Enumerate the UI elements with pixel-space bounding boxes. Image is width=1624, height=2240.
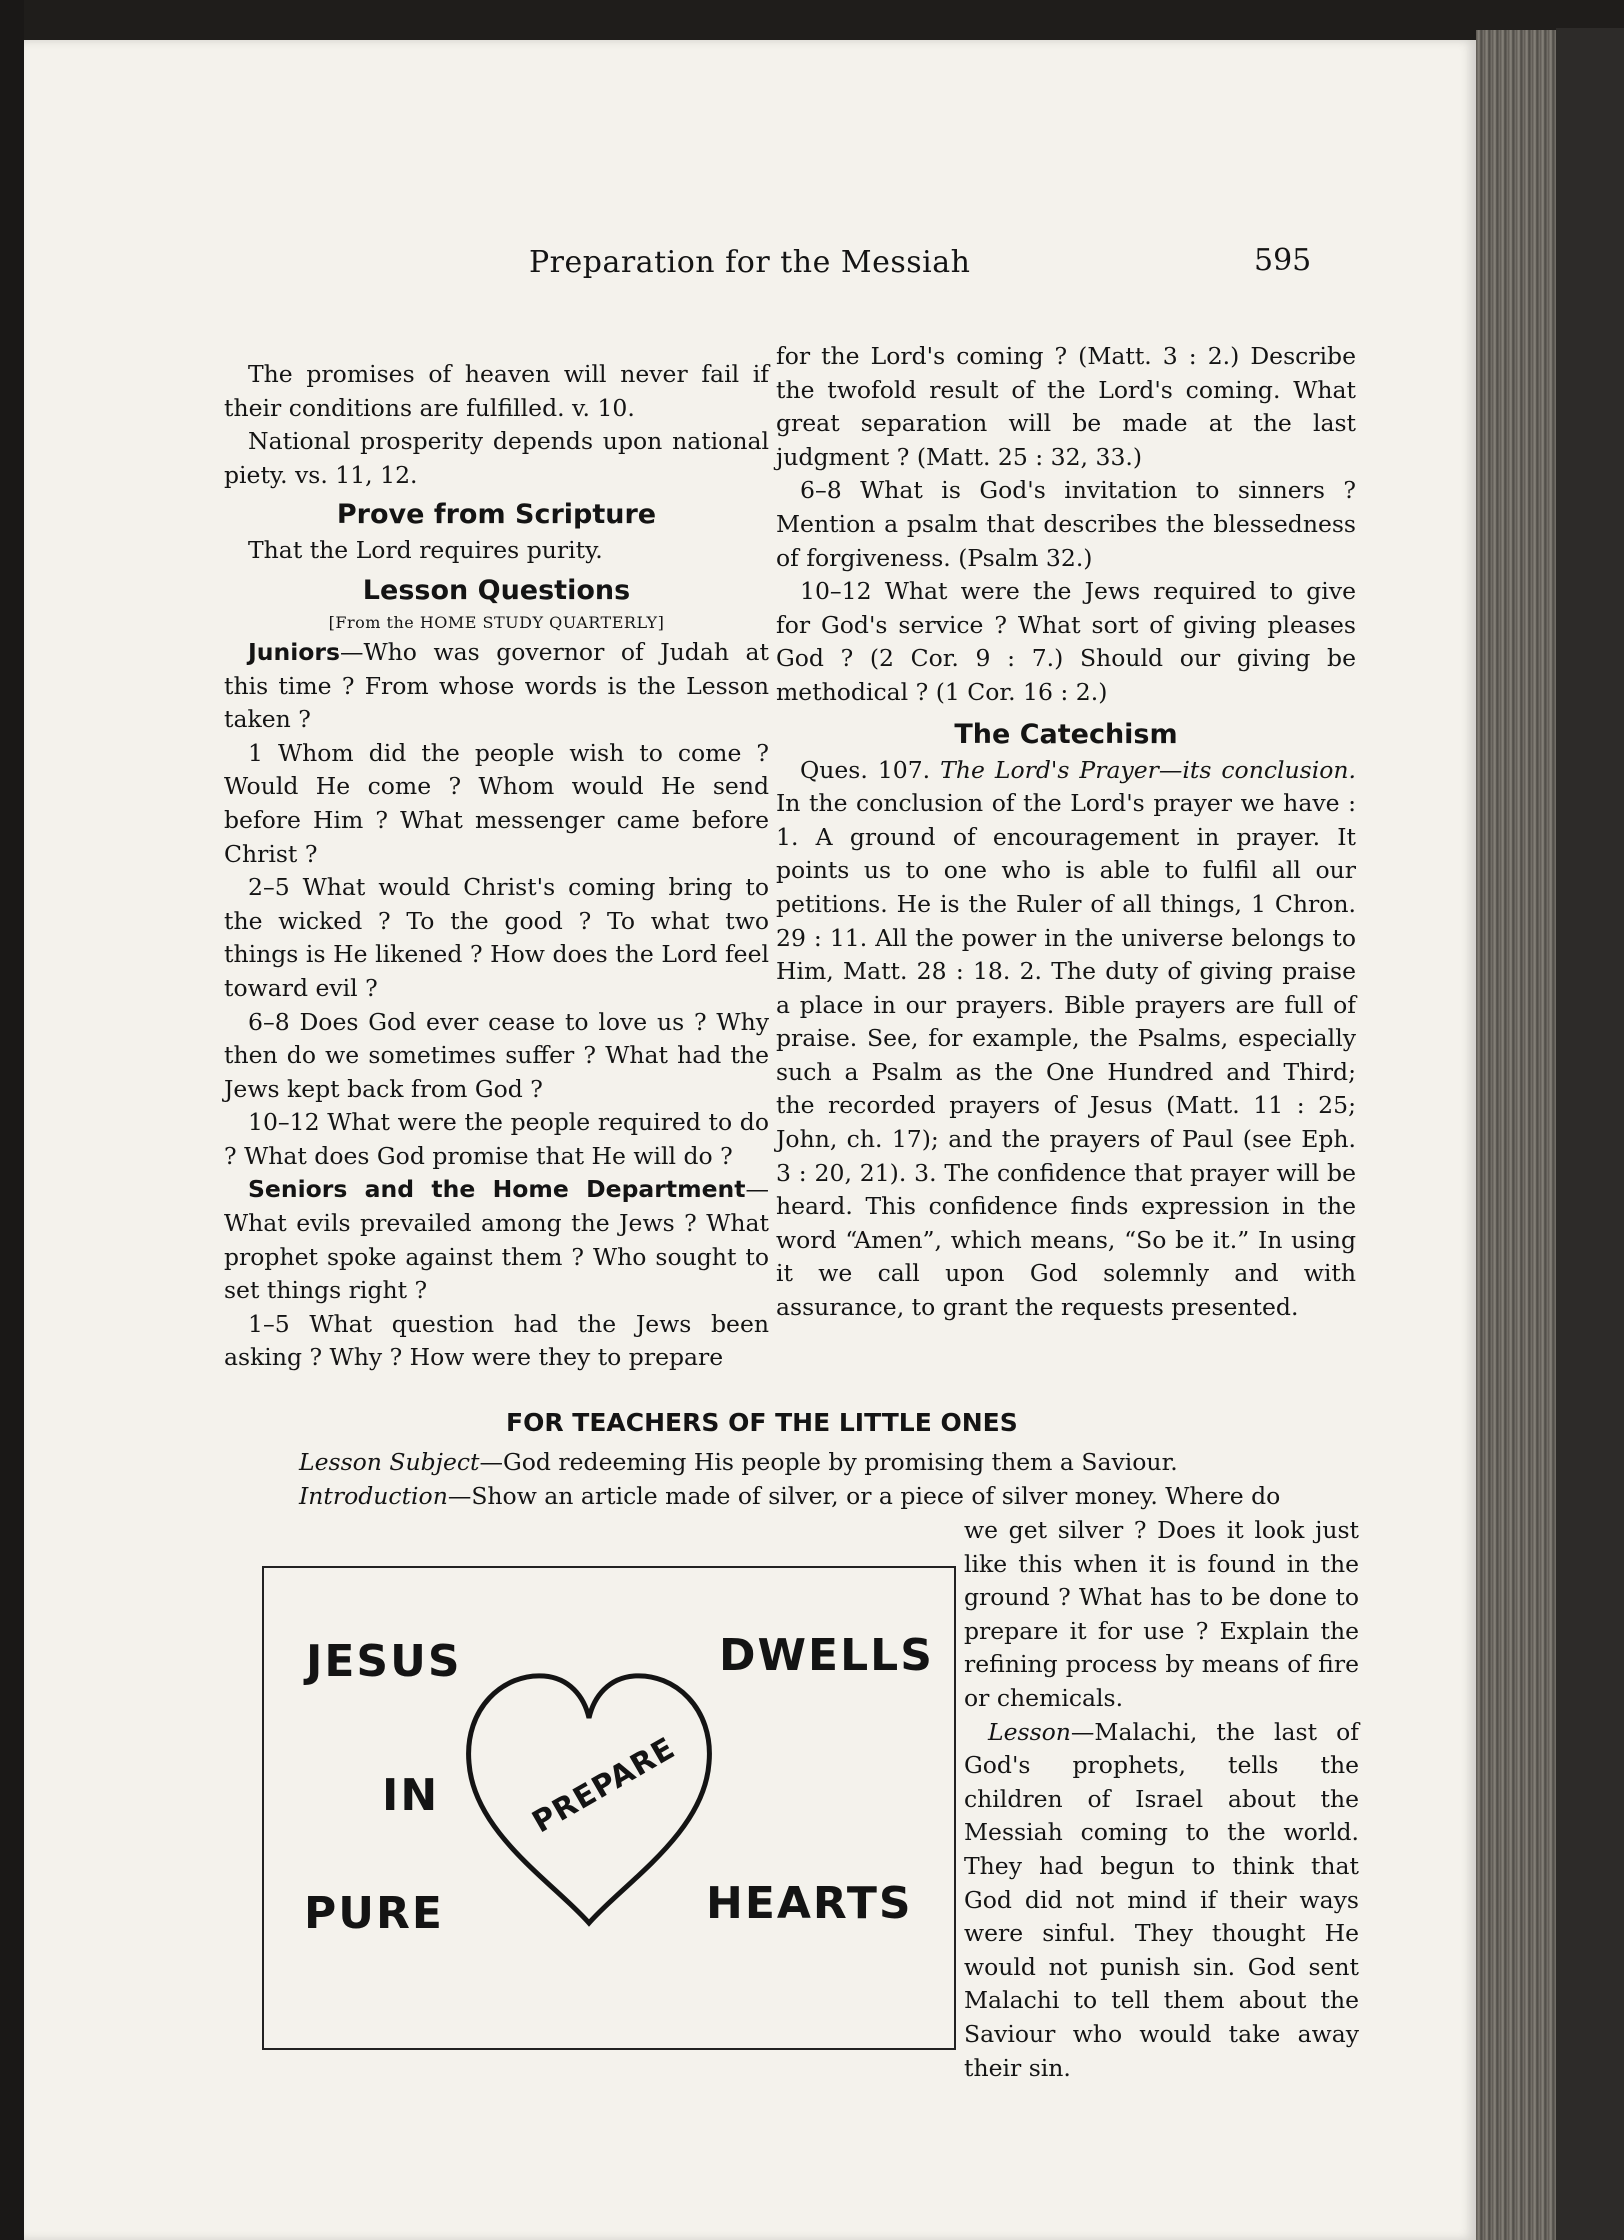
intro-continuation: we get silver ? Does it look just like this when it is found in the ground ? What has to be done to prepare it for use ? Explain the refining process by means of fire or chemicals. [964,1516,1359,1712]
paragraph: National prosperity depends upon national piety. vs. 11, 12. [224,427,769,489]
ques-prefix: Ques. 107. [800,755,931,784]
catechism-answer [776,754,1356,1325]
poster-word: DWELLS [719,1630,934,1681]
question: 1–5 What question had the Jews been asking ? Why ? How were they to prepare [224,1309,769,1372]
teachers-column [964,1514,1359,2085]
source-note: [From the HOME STUDY QUARTERLY] [328,612,665,632]
left-column [224,358,769,1375]
seniors-label: Seniors and the Home Department [248,1175,746,1204]
juniors-text: —Who was governor of Judah at this time ? From whose words is the Lesson taken ? [224,637,769,734]
question: 1 Whom did the people wish to come ? Would He come ? Whom would He send before Him ? What messenger came before Christ ? [224,738,769,868]
lesson-paragraph [964,1716,1359,2086]
poster-center-word: PREPARE [526,1730,682,1841]
ques-body: In the conclusion of the Lord's prayer we have : 1. A ground of encouragement in prayer. It points us to one who is able to fulfil all our petitions. He is the Ruler of all things, 1 Chron. 29 : 11. All the power in the universe belongs to Him, Matt. 28 : 18. 2. The duty of giving praise a place in our prayers. Bible prayers are full of praise. See, for example, the Psalms, especially such a Psalm as the One Hundred and Third; the recorded prayers of Jesus (Matt. 11 : 25; John, ch. 17); and the prayers of Paul (see Eph. 3 : 20, 21). 3. The confidence that prayer will be heard. This confidence finds expression in the word “Amen”, which means, “So be it.” In using it we call upon God solemnly and with assurance, to grant the requests presented. [776,789,1356,1322]
subject-label: Lesson Subject [299,1448,480,1476]
poster-illustration [262,1566,956,2050]
section-heading: Lesson Questions [362,574,631,606]
juniors-label: Juniors [248,637,340,666]
seniors-text: — What evils prevailed among the Jews ? What prophet spoke against them ? Who sought to set things right ? [224,1175,769,1305]
teachers-heading: FOR TEACHERS OF THE LITTLE ONES [506,1408,1018,1437]
question: 10–12 What were the Jews required to give for God's service ? What sort of giving pleases God ? (2 Cor. 9 : 7.) Should our giving be methodical ? (1 Cor. 16 : 2.) [776,577,1356,706]
paragraph: The promises of heaven will never fail if their conditions are fulfilled. v. 10. [224,360,769,422]
lesson-label: Lesson [988,1717,1071,1746]
scan-background-left [0,0,24,2240]
intro-label: Introduction [299,1482,448,1510]
paragraph: That the Lord requires purity. [248,536,603,565]
book-page-edges [1476,30,1556,2240]
book-page [24,40,1476,2240]
section-heading: Prove from Scripture [336,499,657,531]
running-header: Preparation for the Messiah [529,245,971,280]
intro-text: —Show an article made of silver, or a piece of silver money. Where do [447,1482,1281,1510]
ques-title: The Lord's Prayer—its conclusion. [940,755,1356,784]
paragraph [224,636,769,737]
lesson-subject [299,1446,1178,1480]
question: 6–8 What is God's invitation to sinners ? Mention a psalm that describes the blessedness of forgiveness. (Psalm 32.) [776,476,1356,572]
book-cover-edge [1556,28,1624,2240]
section-heading: The Catechism [954,718,1178,750]
right-column [776,340,1356,1325]
poster-word: IN [382,1770,440,1821]
subject-text: —God redeeming His people by promising them a Saviour. [479,1448,1178,1476]
page-number: 595 [1254,243,1312,278]
paragraph [224,1173,769,1307]
poster-word: PURE [304,1888,444,1939]
introduction [299,1480,1359,1514]
question: 2–5 What would Christ's coming bring to the wicked ? To the good ? To what two things is He likened ? How does the Lord feel toward evil ? [224,873,769,1002]
poster-word: JESUS [306,1636,462,1687]
question: 6–8 Does God ever cease to love us ? Why then do we sometimes suffer ? What had the Jews kept back from God ? [224,1007,769,1103]
question: 10–12 What were the people required to do ? What does God promise that He will do ? [224,1108,769,1170]
lesson-text: —Malachi, the last of God's prophets, tells the children of Israel about the Messiah coming to the world. They had begun to think that God did not mind if their ways were sinful. They thought He would not punish sin. God sent Malachi to tell them about the Saviour who would take away their sin. [964,1717,1359,2082]
paragraph: for the Lord's coming ? (Matt. 3 : 2.) Describe the twofold result of the Lord's coming. What great separation will be made at the last judgment ? (Matt. 25 : 32, 33.) [776,342,1356,471]
poster-word: HEARTS [706,1878,913,1929]
